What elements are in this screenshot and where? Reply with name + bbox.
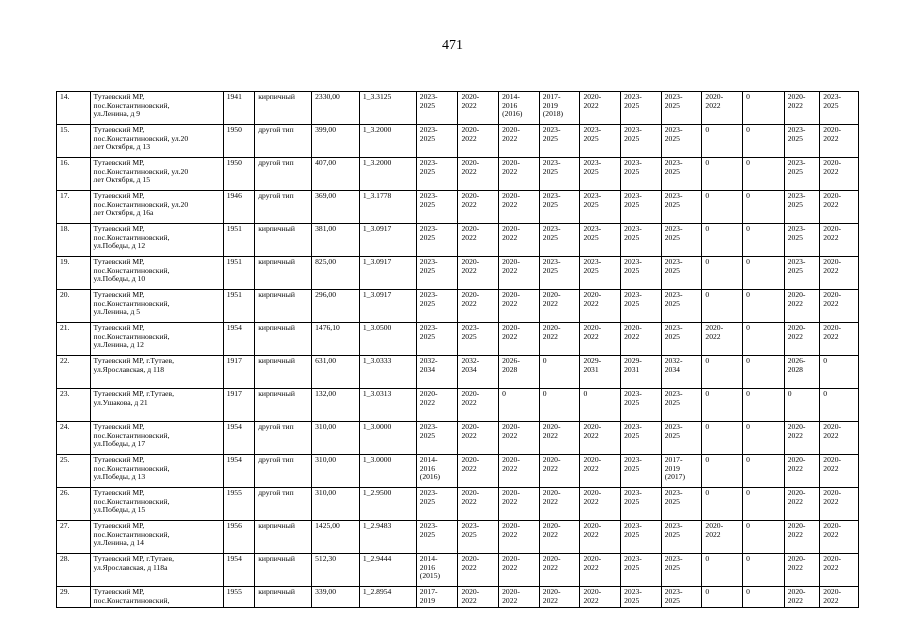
area-cell: 2330,00 xyxy=(312,92,360,125)
period-cell-10: 2020- 2022 xyxy=(784,455,820,488)
period-cell-5: 2023- 2025 xyxy=(580,191,621,224)
period-cell-1: 2020- 2022 xyxy=(416,389,458,422)
code-cell: 1_3.0917 xyxy=(359,290,416,323)
period-cell-6: 2023- 2025 xyxy=(621,554,662,587)
period-cell-7: 2023- 2025 xyxy=(661,587,702,608)
period-cell-5: 2023- 2025 xyxy=(580,125,621,158)
period-cell-10: 2020- 2022 xyxy=(784,554,820,587)
period-cell-1: 2023- 2025 xyxy=(416,422,458,455)
area-cell: 310,00 xyxy=(312,488,360,521)
period-cell-6: 2023- 2025 xyxy=(621,455,662,488)
period-cell-10: 2020- 2022 xyxy=(784,92,820,125)
period-cell-4: 2020- 2022 xyxy=(539,488,580,521)
wall-material-cell: кирпичный xyxy=(255,323,312,356)
row-number-cell: 20. xyxy=(57,290,91,323)
table-row xyxy=(57,191,859,224)
period-cell-4: 2020- 2022 xyxy=(539,521,580,554)
period-cell-10: 2023- 2025 xyxy=(784,224,820,257)
row-number-cell: 19. xyxy=(57,257,91,290)
period-cell-7: 2023- 2025 xyxy=(661,290,702,323)
period-cell-6: 2023- 2025 xyxy=(621,521,662,554)
period-cell-9: 0 xyxy=(743,587,785,608)
period-cell-7: 2017- 2019 (2017) xyxy=(661,455,702,488)
period-cell-11: 2020- 2022 xyxy=(820,455,859,488)
period-cell-1: 2023- 2025 xyxy=(416,257,458,290)
period-cell-8: 0 xyxy=(702,191,743,224)
period-cell-10: 2023- 2025 xyxy=(784,125,820,158)
period-cell-4: 2020- 2022 xyxy=(539,455,580,488)
period-cell-7: 2023- 2025 xyxy=(661,422,702,455)
period-cell-1: 2014- 2016 (2016) xyxy=(416,455,458,488)
period-cell-9: 0 xyxy=(743,389,785,422)
period-cell-10: 2023- 2025 xyxy=(784,191,820,224)
period-cell-9: 0 xyxy=(743,158,785,191)
period-cell-2: 2020- 2022 xyxy=(458,224,499,257)
period-cell-3: 2020- 2022 xyxy=(499,554,540,587)
period-cell-10: 2020- 2022 xyxy=(784,323,820,356)
period-cell-9: 0 xyxy=(743,488,785,521)
period-cell-9: 0 xyxy=(743,521,785,554)
period-cell-5: 2020- 2022 xyxy=(580,587,621,608)
build-year-cell: 1917 xyxy=(223,356,255,389)
build-year-cell: 1954 xyxy=(223,554,255,587)
table-row xyxy=(57,92,859,125)
period-cell-2: 2020- 2022 xyxy=(458,554,499,587)
period-cell-8: 0 xyxy=(702,224,743,257)
period-cell-8: 2020- 2022 xyxy=(702,323,743,356)
period-cell-9: 0 xyxy=(743,554,785,587)
area-cell: 296,00 xyxy=(312,290,360,323)
period-cell-5: 2023- 2025 xyxy=(580,158,621,191)
period-cell-7: 2032- 2034 xyxy=(661,356,702,389)
address-cell: Тутаевский МР, пос.Константиновский, ул.Ленина, д 14 xyxy=(90,521,223,554)
period-cell-2: 2020- 2022 xyxy=(458,125,499,158)
period-cell-10: 2020- 2022 xyxy=(784,290,820,323)
period-cell-7: 2023- 2025 xyxy=(661,521,702,554)
period-cell-8: 0 xyxy=(702,290,743,323)
period-cell-6: 2023- 2025 xyxy=(621,224,662,257)
table-row xyxy=(57,290,859,323)
address-cell: Тутаевский МР, пос.Константиновский, ул.Победы, д 10 xyxy=(90,257,223,290)
code-cell: 1_3.1778 xyxy=(359,191,416,224)
address-cell: Тутаевский МР, г.Тутаев, ул.Ярославская, д 118а xyxy=(90,554,223,587)
period-cell-11: 2020- 2022 xyxy=(820,125,859,158)
build-year-cell: 1951 xyxy=(223,257,255,290)
period-cell-6: 2023- 2025 xyxy=(621,422,662,455)
period-cell-3: 2020- 2022 xyxy=(499,224,540,257)
build-year-cell: 1954 xyxy=(223,455,255,488)
period-cell-3: 2014- 2016 (2016) xyxy=(499,92,540,125)
period-cell-3: 2020- 2022 xyxy=(499,158,540,191)
area-cell: 381,00 xyxy=(312,224,360,257)
wall-material-cell: кирпичный xyxy=(255,92,312,125)
period-cell-8: 2020- 2022 xyxy=(702,521,743,554)
row-number-cell: 18. xyxy=(57,224,91,257)
area-cell: 310,00 xyxy=(312,422,360,455)
table-row xyxy=(57,323,859,356)
area-cell: 369,00 xyxy=(312,191,360,224)
row-number-cell: 25. xyxy=(57,455,91,488)
period-cell-3: 2026- 2028 xyxy=(499,356,540,389)
period-cell-2: 2020- 2022 xyxy=(458,92,499,125)
address-cell: Тутаевский МР, пос.Константиновский, xyxy=(90,587,223,608)
period-cell-1: 2023- 2025 xyxy=(416,92,458,125)
address-cell: Тутаевский МР, пос.Константиновский, ул.20 лет Октября, д 16а xyxy=(90,191,223,224)
address-cell: Тутаевский МР, г.Тутаев, ул.Ушакова, д 21 xyxy=(90,389,223,422)
period-cell-3: 2020- 2022 xyxy=(499,323,540,356)
period-cell-1: 2023- 2025 xyxy=(416,290,458,323)
period-cell-3: 2020- 2022 xyxy=(499,257,540,290)
period-cell-1: 2023- 2025 xyxy=(416,323,458,356)
address-cell: Тутаевский МР, г.Тутаев, ул.Ярославская, д 118 xyxy=(90,356,223,389)
period-cell-10: 2023- 2025 xyxy=(784,158,820,191)
period-cell-4: 2023- 2025 xyxy=(539,257,580,290)
period-cell-3: 0 xyxy=(499,389,540,422)
period-cell-4: 2020- 2022 xyxy=(539,323,580,356)
wall-material-cell: кирпичный xyxy=(255,257,312,290)
table-row xyxy=(57,455,859,488)
period-cell-2: 2020- 2022 xyxy=(458,587,499,608)
table-row xyxy=(57,488,859,521)
period-cell-6: 2023- 2025 xyxy=(621,488,662,521)
period-cell-3: 2020- 2022 xyxy=(499,488,540,521)
period-cell-2: 2020- 2022 xyxy=(458,158,499,191)
period-cell-8: 0 xyxy=(702,422,743,455)
period-cell-3: 2020- 2022 xyxy=(499,422,540,455)
period-cell-6: 2023- 2025 xyxy=(621,290,662,323)
row-number-cell: 24. xyxy=(57,422,91,455)
row-number-cell: 23. xyxy=(57,389,91,422)
code-cell: 1_2.9500 xyxy=(359,488,416,521)
area-cell: 399,00 xyxy=(312,125,360,158)
address-cell: Тутаевский МР, пос.Константиновский, ул.Победы, д 12 xyxy=(90,224,223,257)
period-cell-6: 2020- 2022 xyxy=(621,323,662,356)
period-cell-7: 2023- 2025 xyxy=(661,323,702,356)
area-cell: 310,00 xyxy=(312,455,360,488)
period-cell-6: 2023- 2025 xyxy=(621,158,662,191)
period-cell-3: 2020- 2022 xyxy=(499,191,540,224)
wall-material-cell: кирпичный xyxy=(255,224,312,257)
period-cell-7: 2023- 2025 xyxy=(661,92,702,125)
table-row xyxy=(57,422,859,455)
period-cell-2: 2020- 2022 xyxy=(458,257,499,290)
row-number-cell: 16. xyxy=(57,158,91,191)
period-cell-3: 2020- 2022 xyxy=(499,455,540,488)
table-row xyxy=(57,554,859,587)
area-cell: 1425,00 xyxy=(312,521,360,554)
period-cell-8: 0 xyxy=(702,125,743,158)
period-cell-11: 2020- 2022 xyxy=(820,323,859,356)
table-row xyxy=(57,389,859,422)
period-cell-11: 2020- 2022 xyxy=(820,488,859,521)
code-cell: 1_3.0333 xyxy=(359,356,416,389)
code-cell: 1_3.0917 xyxy=(359,224,416,257)
address-cell: Тутаевский МР, пос.Константиновский, ул.Победы, д 17 xyxy=(90,422,223,455)
period-cell-7: 2023- 2025 xyxy=(661,158,702,191)
period-cell-2: 2020- 2022 xyxy=(458,455,499,488)
period-cell-9: 0 xyxy=(743,92,785,125)
code-cell: 1_3.3125 xyxy=(359,92,416,125)
wall-material-cell: другой тип xyxy=(255,125,312,158)
period-cell-4: 2020- 2022 xyxy=(539,290,580,323)
period-cell-7: 2023- 2025 xyxy=(661,191,702,224)
period-cell-9: 0 xyxy=(743,191,785,224)
code-cell: 1_3.0917 xyxy=(359,257,416,290)
wall-material-cell: кирпичный xyxy=(255,389,312,422)
period-cell-11: 2020- 2022 xyxy=(820,224,859,257)
code-cell: 1_2.8954 xyxy=(359,587,416,608)
period-cell-11: 0 xyxy=(820,356,859,389)
period-cell-3: 2020- 2022 xyxy=(499,290,540,323)
period-cell-4: 2023- 2025 xyxy=(539,191,580,224)
page-number: 471 xyxy=(442,38,463,53)
period-cell-4: 2020- 2022 xyxy=(539,422,580,455)
table-row xyxy=(57,224,859,257)
period-cell-6: 2023- 2025 xyxy=(621,125,662,158)
period-cell-4: 0 xyxy=(539,389,580,422)
period-cell-2: 2020- 2022 xyxy=(458,191,499,224)
period-cell-9: 0 xyxy=(743,356,785,389)
period-cell-2: 2023- 2025 xyxy=(458,521,499,554)
period-cell-6: 2029- 2031 xyxy=(621,356,662,389)
period-cell-7: 2023- 2025 xyxy=(661,554,702,587)
code-cell: 1_3.0000 xyxy=(359,455,416,488)
code-cell: 1_2.9444 xyxy=(359,554,416,587)
table-row xyxy=(57,158,859,191)
wall-material-cell: другой тип xyxy=(255,455,312,488)
period-cell-11: 2020- 2022 xyxy=(820,587,859,608)
build-year-cell: 1951 xyxy=(223,290,255,323)
wall-material-cell: другой тип xyxy=(255,158,312,191)
build-year-cell: 1951 xyxy=(223,224,255,257)
period-cell-9: 0 xyxy=(743,455,785,488)
period-cell-11: 2020- 2022 xyxy=(820,257,859,290)
period-cell-5: 2023- 2025 xyxy=(580,257,621,290)
build-year-cell: 1955 xyxy=(223,488,255,521)
period-cell-9: 0 xyxy=(743,257,785,290)
period-cell-9: 0 xyxy=(743,125,785,158)
period-cell-5: 2020- 2022 xyxy=(580,323,621,356)
period-cell-2: 2020- 2022 xyxy=(458,488,499,521)
row-number-cell: 15. xyxy=(57,125,91,158)
period-cell-8: 0 xyxy=(702,257,743,290)
build-year-cell: 1955 xyxy=(223,587,255,608)
period-cell-11: 2020- 2022 xyxy=(820,521,859,554)
code-cell: 1_3.0000 xyxy=(359,422,416,455)
period-cell-1: 2023- 2025 xyxy=(416,125,458,158)
period-cell-4: 2017- 2019 (2018) xyxy=(539,92,580,125)
period-cell-5: 2020- 2022 xyxy=(580,290,621,323)
period-cell-9: 0 xyxy=(743,422,785,455)
build-year-cell: 1956 xyxy=(223,521,255,554)
period-cell-6: 2023- 2025 xyxy=(621,92,662,125)
address-cell: Тутаевский МР, пос.Константиновский, ул.Ленина, д 9 xyxy=(90,92,223,125)
period-cell-4: 0 xyxy=(539,356,580,389)
period-cell-6: 2023- 2025 xyxy=(621,191,662,224)
period-cell-4: 2023- 2025 xyxy=(539,158,580,191)
period-cell-7: 2023- 2025 xyxy=(661,488,702,521)
period-cell-4: 2023- 2025 xyxy=(539,224,580,257)
period-cell-1: 2032- 2034 xyxy=(416,356,458,389)
period-cell-1: 2023- 2025 xyxy=(416,191,458,224)
period-cell-10: 2026- 2028 xyxy=(784,356,820,389)
period-cell-8: 0 xyxy=(702,554,743,587)
period-cell-8: 0 xyxy=(702,356,743,389)
period-cell-8: 2020- 2022 xyxy=(702,92,743,125)
period-cell-4: 2020- 2022 xyxy=(539,554,580,587)
code-cell: 1_2.9483 xyxy=(359,521,416,554)
table-row xyxy=(57,125,859,158)
period-cell-6: 2023- 2025 xyxy=(621,257,662,290)
wall-material-cell: другой тип xyxy=(255,191,312,224)
row-number-cell: 28. xyxy=(57,554,91,587)
period-cell-6: 2023- 2025 xyxy=(621,587,662,608)
period-cell-1: 2023- 2025 xyxy=(416,488,458,521)
wall-material-cell: кирпичный xyxy=(255,587,312,608)
area-cell: 1476,10 xyxy=(312,323,360,356)
area-cell: 825,00 xyxy=(312,257,360,290)
period-cell-8: 0 xyxy=(702,158,743,191)
period-cell-11: 0 xyxy=(820,389,859,422)
housing-repair-schedule-table xyxy=(56,91,859,608)
table-row xyxy=(57,587,859,608)
row-number-cell: 21. xyxy=(57,323,91,356)
table-row xyxy=(57,521,859,554)
row-number-cell: 22. xyxy=(57,356,91,389)
period-cell-7: 2023- 2025 xyxy=(661,389,702,422)
code-cell: 1_3.2000 xyxy=(359,158,416,191)
row-number-cell: 29. xyxy=(57,587,91,608)
period-cell-11: 2023- 2025 xyxy=(820,92,859,125)
period-cell-1: 2023- 2025 xyxy=(416,521,458,554)
build-year-cell: 1941 xyxy=(223,92,255,125)
period-cell-1: 2017- 2019 xyxy=(416,587,458,608)
period-cell-7: 2023- 2025 xyxy=(661,224,702,257)
period-cell-9: 0 xyxy=(743,290,785,323)
period-cell-9: 0 xyxy=(743,323,785,356)
area-cell: 407,00 xyxy=(312,158,360,191)
period-cell-7: 2023- 2025 xyxy=(661,257,702,290)
period-cell-1: 2023- 2025 xyxy=(416,224,458,257)
address-cell: Тутаевский МР, пос.Константиновский, ул.Победы, д 13 xyxy=(90,455,223,488)
period-cell-10: 2020- 2022 xyxy=(784,521,820,554)
address-cell: Тутаевский МР, пос.Константиновский, ул.20 лет Октября, д 15 xyxy=(90,158,223,191)
period-cell-5: 2020- 2022 xyxy=(580,92,621,125)
build-year-cell: 1954 xyxy=(223,422,255,455)
period-cell-5: 2020- 2022 xyxy=(580,554,621,587)
code-cell: 1_3.0313 xyxy=(359,389,416,422)
area-cell: 339,00 xyxy=(312,587,360,608)
period-cell-3: 2020- 2022 xyxy=(499,125,540,158)
wall-material-cell: кирпичный xyxy=(255,290,312,323)
period-cell-10: 2020- 2022 xyxy=(784,587,820,608)
build-year-cell: 1954 xyxy=(223,323,255,356)
period-cell-4: 2020- 2022 xyxy=(539,587,580,608)
period-cell-2: 2020- 2022 xyxy=(458,389,499,422)
period-cell-8: 0 xyxy=(702,587,743,608)
wall-material-cell: кирпичный xyxy=(255,554,312,587)
period-cell-11: 2020- 2022 xyxy=(820,290,859,323)
period-cell-9: 0 xyxy=(743,224,785,257)
period-cell-3: 2020- 2022 xyxy=(499,521,540,554)
period-cell-2: 2023- 2025 xyxy=(458,323,499,356)
area-cell: 631,00 xyxy=(312,356,360,389)
row-number-cell: 27. xyxy=(57,521,91,554)
period-cell-5: 2029- 2031 xyxy=(580,356,621,389)
period-cell-2: 2020- 2022 xyxy=(458,422,499,455)
period-cell-11: 2020- 2022 xyxy=(820,422,859,455)
period-cell-7: 2023- 2025 xyxy=(661,125,702,158)
address-cell: Тутаевский МР, пос.Константиновский, ул.Ленина, д 5 xyxy=(90,290,223,323)
build-year-cell: 1950 xyxy=(223,158,255,191)
period-cell-10: 2023- 2025 xyxy=(784,257,820,290)
period-cell-4: 2023- 2025 xyxy=(539,125,580,158)
wall-material-cell: кирпичный xyxy=(255,356,312,389)
period-cell-5: 2020- 2022 xyxy=(580,455,621,488)
period-cell-11: 2020- 2022 xyxy=(820,554,859,587)
period-cell-8: 0 xyxy=(702,488,743,521)
address-cell: Тутаевский МР, пос.Константиновский, ул.Ленина, д 12 xyxy=(90,323,223,356)
build-year-cell: 1917 xyxy=(223,389,255,422)
period-cell-6: 2023- 2025 xyxy=(621,389,662,422)
address-cell: Тутаевский МР, пос.Константиновский, ул.Победы, д 15 xyxy=(90,488,223,521)
code-cell: 1_3.2000 xyxy=(359,125,416,158)
period-cell-5: 2020- 2022 xyxy=(580,521,621,554)
area-cell: 132,00 xyxy=(312,389,360,422)
row-number-cell: 14. xyxy=(57,92,91,125)
table-row xyxy=(57,257,859,290)
period-cell-5: 2023- 2025 xyxy=(580,224,621,257)
period-cell-5: 2020- 2022 xyxy=(580,488,621,521)
period-cell-2: 2020- 2022 xyxy=(458,290,499,323)
period-cell-10: 0 xyxy=(784,389,820,422)
row-number-cell: 17. xyxy=(57,191,91,224)
code-cell: 1_3.0500 xyxy=(359,323,416,356)
period-cell-8: 0 xyxy=(702,455,743,488)
area-cell: 512,30 xyxy=(312,554,360,587)
period-cell-5: 0 xyxy=(580,389,621,422)
period-cell-1: 2014- 2016 (2015) xyxy=(416,554,458,587)
period-cell-11: 2020- 2022 xyxy=(820,191,859,224)
wall-material-cell: другой тип xyxy=(255,488,312,521)
period-cell-3: 2020- 2022 xyxy=(499,587,540,608)
period-cell-10: 2020- 2022 xyxy=(784,488,820,521)
build-year-cell: 1950 xyxy=(223,125,255,158)
period-cell-5: 2020- 2022 xyxy=(580,422,621,455)
build-year-cell: 1946 xyxy=(223,191,255,224)
row-number-cell: 26. xyxy=(57,488,91,521)
period-cell-8: 0 xyxy=(702,389,743,422)
period-cell-11: 2020- 2022 xyxy=(820,158,859,191)
period-cell-2: 2032- 2034 xyxy=(458,356,499,389)
wall-material-cell: другой тип xyxy=(255,422,312,455)
address-cell: Тутаевский МР, пос.Константиновский, ул.20 лет Октября, д 13 xyxy=(90,125,223,158)
wall-material-cell: кирпичный xyxy=(255,521,312,554)
period-cell-10: 2020- 2022 xyxy=(784,422,820,455)
table-row xyxy=(57,356,859,389)
period-cell-1: 2023- 2025 xyxy=(416,158,458,191)
